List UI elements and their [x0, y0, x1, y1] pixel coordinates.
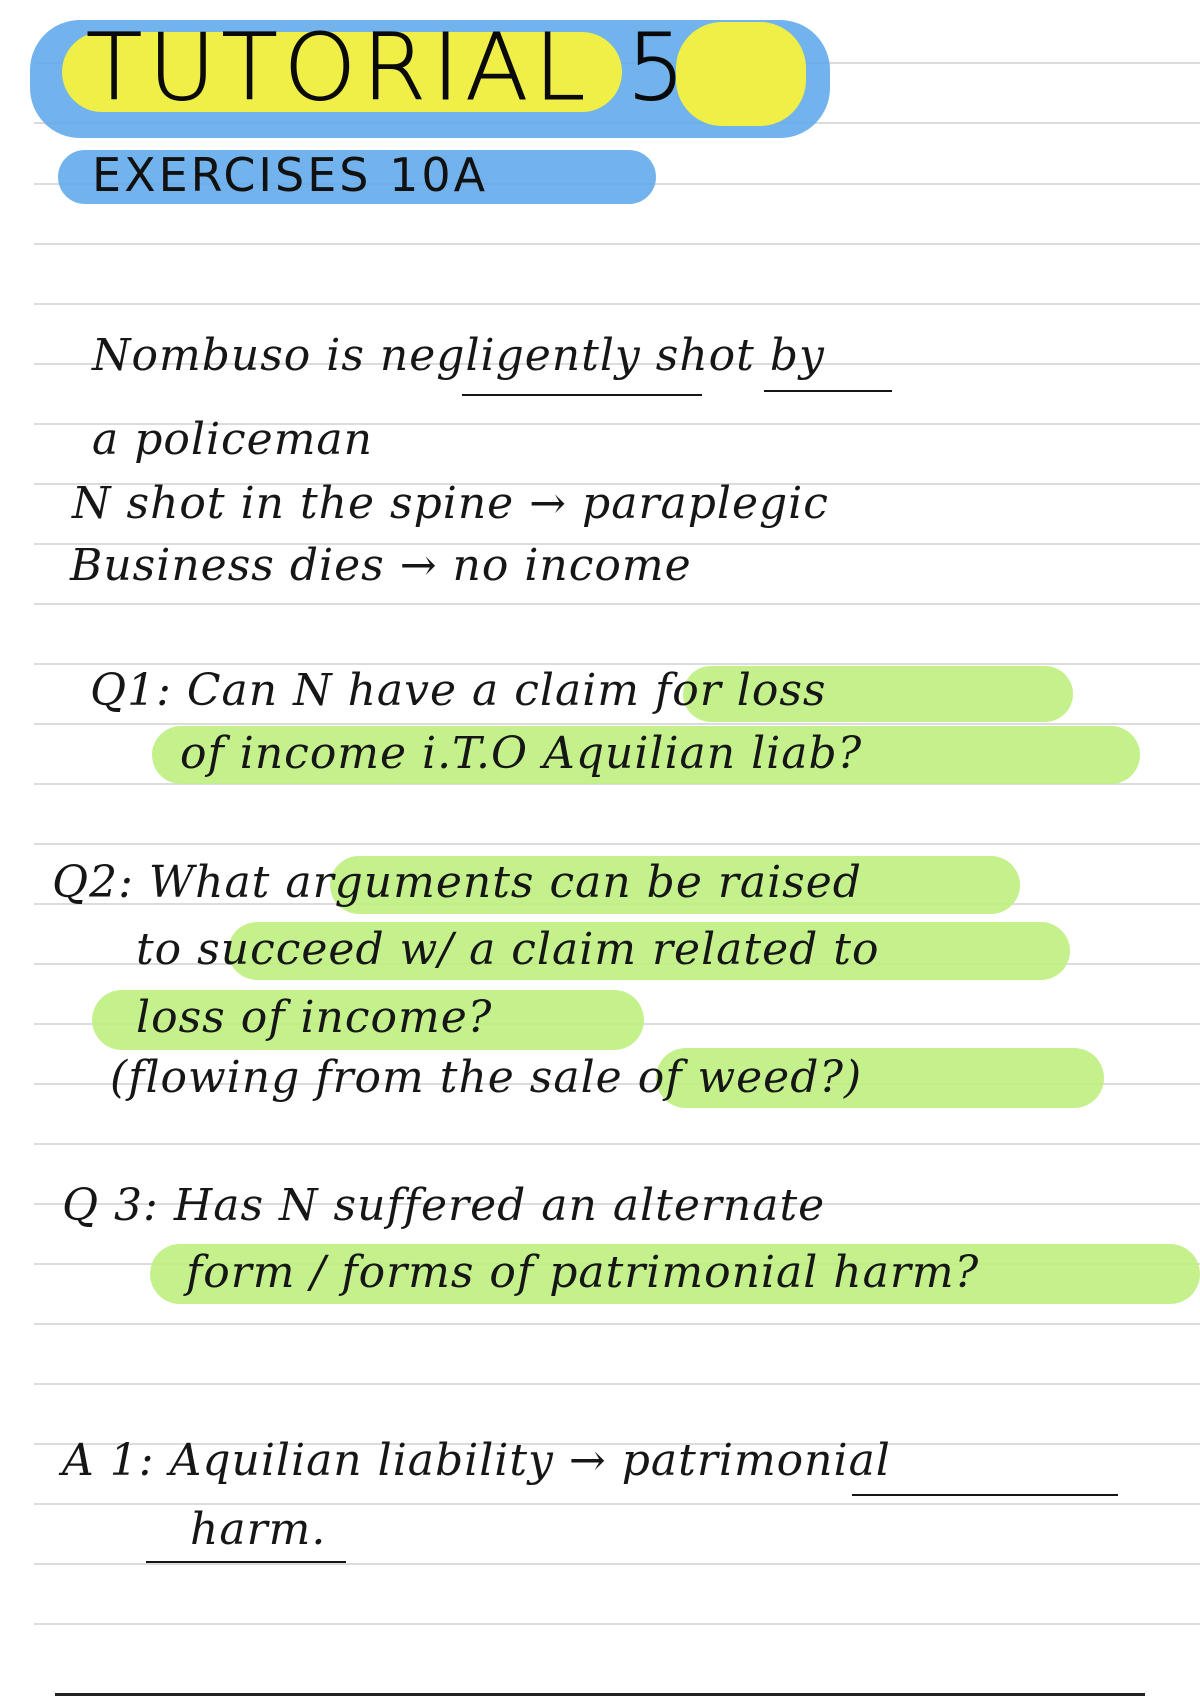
scenario-line: Nombuso is negligently shot by: [92, 330, 825, 381]
ruled-line: [34, 723, 1200, 725]
ruled-line: [34, 1143, 1200, 1145]
question-q3-line: Q 3: Has N suffered an alternate: [62, 1180, 826, 1231]
question-q3-line: form / forms of patrimonial harm?: [186, 1247, 980, 1298]
ruled-line: [34, 1563, 1200, 1565]
page-title: TUTORIAL 5: [86, 14, 692, 121]
ruled-line: [34, 303, 1200, 305]
question-q1-line: of income i.T.O Aquilian liab?: [180, 728, 863, 779]
question-q2-line: (flowing from the sale of weed?): [110, 1052, 863, 1103]
underline-patrimonial: [852, 1494, 1118, 1496]
answer-a1-line: A 1: Aquilian liability → patrimonial: [62, 1435, 891, 1486]
question-q2-line: loss of income?: [136, 992, 493, 1043]
scenario-line: Business dies → no income: [70, 540, 692, 591]
ruled-line: [34, 1323, 1200, 1325]
question-q1-line: Q1: Can N have a claim for loss: [90, 665, 827, 716]
answer-a1-line: harm.: [190, 1504, 327, 1555]
underline-shot: [764, 390, 892, 392]
page-subtitle: EXERCISES 10A: [92, 148, 489, 202]
scenario-line: N shot in the spine → paraplegic: [72, 478, 829, 529]
question-q2-line: to succeed w/ a claim related to: [136, 924, 880, 975]
ruled-line: [34, 1383, 1200, 1385]
underline-negligently: [462, 394, 702, 396]
question-q2-line: Q2: What arguments can be raised: [52, 857, 862, 908]
scenario-line: a policeman: [92, 414, 373, 465]
ruled-line: [34, 1623, 1200, 1625]
title-highlight-yellow: [676, 22, 806, 126]
ruled-line: [34, 843, 1200, 845]
ruled-line: [34, 603, 1200, 605]
page-bottom-rule: [55, 1693, 1145, 1696]
ruled-line: [34, 243, 1200, 245]
underline-harm: [146, 1561, 346, 1563]
